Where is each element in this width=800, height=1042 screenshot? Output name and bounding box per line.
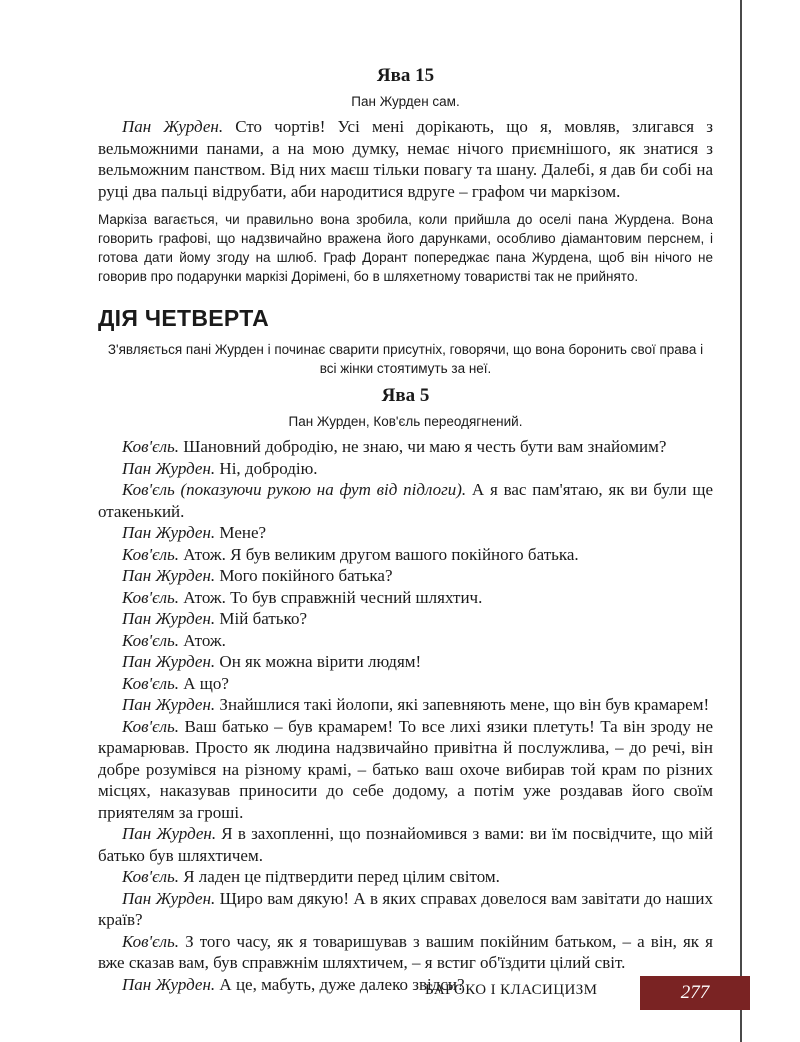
speaker-name: Ков'єль. — [122, 630, 179, 650]
line-text: Щиро вам дякую! А в яких справах довелося вам завітати до наших країв? — [98, 888, 713, 929]
line-text: Атож. Я був великим другом вашого покійного батька. — [178, 544, 579, 564]
section-label: БАРОКО І КЛАСИЦИЗМ — [425, 982, 598, 998]
line-text: З того часу, як я товаришував з вашим покійним батьком, – а він, як я вже сказав вам, був справжнім шляхтичем, – я встиг об'їздити цілий світ. — [98, 931, 713, 972]
dialogue-line — [98, 544, 713, 566]
dialogue-line — [98, 587, 713, 609]
speaker-name: Пан Журден. — [122, 566, 216, 585]
speaker-name: Ков'єль. — [122, 867, 179, 886]
page-content — [98, 64, 713, 995]
scene-cast: Пан Журден сам. — [351, 94, 460, 109]
dialogue-line — [98, 479, 713, 522]
line-text: Атож. — [178, 630, 226, 650]
dialogue-line — [98, 974, 713, 996]
line-text: Сто чортів! Усі мені дорікають, що я, мовляв, злигався з вельможними панами, а на мою думку, немає нічого приємнішого, як знатися з вельможним панством. Від них маєш тільки повагу та шану. Далебі, я дав би собі на руці два пальці відрубати, аби народитися вдруге – графом чи маркізом. — [98, 117, 713, 201]
dialogue-line — [98, 866, 713, 888]
line-text: А це, мабуть, дуже далеко звідси? — [215, 974, 465, 994]
speaker-name: Ков'єль. — [122, 587, 179, 607]
speaker-name: Пан Журден. — [122, 609, 216, 628]
dialogue-line — [98, 931, 713, 974]
dialogue-line — [98, 458, 713, 480]
scene-cast: Пан Журден, Ков'єль переодягнений. — [288, 414, 523, 429]
line-text: Ні, добродію. — [215, 458, 318, 478]
dialogue-line — [98, 673, 713, 695]
scene-dialogue — [98, 436, 713, 995]
dialogue-line — [98, 116, 713, 202]
speaker-name: Ков'єль. — [122, 716, 179, 736]
speaker-name: Ков'єль (показуючи рукою на фут від підлоги). — [122, 480, 467, 499]
line-text: Мого покійного батька? — [215, 566, 393, 585]
page-edge-line — [740, 0, 742, 1042]
line-text: Я в захопленні, що познайомився з вами: ви їм посвідчите, що мій батько був шляхтичем. — [98, 824, 713, 865]
act-summary: З'являється пані Журден і починає сварити присутніх, говорячи, що вона боронить свої права і всі жінки стоятимуть за неї. — [107, 342, 704, 376]
dialogue-line — [98, 522, 713, 544]
speaker-name: Пан Журден. — [122, 523, 216, 542]
speaker-name: Пан Журден. — [122, 974, 216, 994]
speaker-name: Ков'єль. — [122, 437, 179, 456]
dialogue-line — [98, 436, 713, 458]
dialogue-line — [98, 565, 713, 587]
speaker-name: Пан Журден. — [122, 117, 224, 136]
speaker-name: Пан Журден. — [122, 652, 216, 671]
line-text: Атож. То був справжній чесний шляхтич. — [178, 587, 483, 607]
speaker-name: Ков'єль. — [122, 673, 179, 693]
speaker-name: Пан Журден. — [122, 888, 216, 908]
line-text: Мене? — [215, 523, 267, 542]
speaker-name: Пан Журден. — [122, 458, 216, 478]
line-text: Ваш батько – був крамарем! То все лихі язики плетуть! Та він зроду не крамарював. Просто як людина надзвичайно привітна й послужлива, – до речі, він добре розумівся на різному крамі, – батько ваш охоче вибирав той крам по різних місцях, наказував приносити до себе додому, а потім уже роздавав його своїм приятелям за гроші. — [98, 716, 713, 822]
line-text: Знайшлися такі йолопи, які запевняють мене, що він був крамарем! — [215, 695, 710, 714]
act-title: ДІЯ ЧЕТВЕРТА — [98, 305, 270, 331]
speaker-name: Ков'єль. — [122, 544, 179, 564]
dialogue-line — [98, 716, 713, 824]
line-text: А що? — [178, 673, 229, 693]
dialogue-line — [98, 651, 713, 673]
dialogue-line — [98, 694, 713, 716]
line-text: Я ладен це підтвердити перед цілим світом. — [178, 867, 500, 886]
speaker-name: Пан Журден. — [122, 824, 217, 843]
plot-summary: Маркіза вагається, чи правильно вона зробила, коли прийшла до оселі пана Журдена. Вона говорить графові, що надзвичайно вражена його дарунками, особливо діамантовим перснем, і готова дати йому згоду на шлюб. Граф Дорант попереджає пана Журдена, щоб він нічого не говорив про подарунки маркізі Дорімені, бо в шляхетному товаристві так не прийнято. — [98, 212, 713, 284]
line-text: Шановний добродію, не знаю, чи маю я честь бути вам знайомим? — [178, 437, 667, 456]
line-text: Мій батько? — [215, 609, 307, 628]
line-text: Он як можна вірити людям! — [215, 652, 422, 671]
scene-title: Ява 15 — [376, 65, 435, 86]
dialogue-line — [98, 608, 713, 630]
page-number: 277 — [640, 976, 750, 1010]
speaker-name: Ков'єль. — [122, 931, 179, 951]
scene-title: Ява 5 — [381, 385, 430, 406]
line-text: А я вас пам'ятаю, як ви були ще отакенький. — [98, 480, 713, 521]
speaker-name: Пан Журден. — [122, 695, 216, 714]
dialogue-line — [98, 823, 713, 866]
dialogue-line — [98, 888, 713, 931]
scene-dialogue — [98, 116, 713, 202]
dialogue-line — [98, 630, 713, 652]
